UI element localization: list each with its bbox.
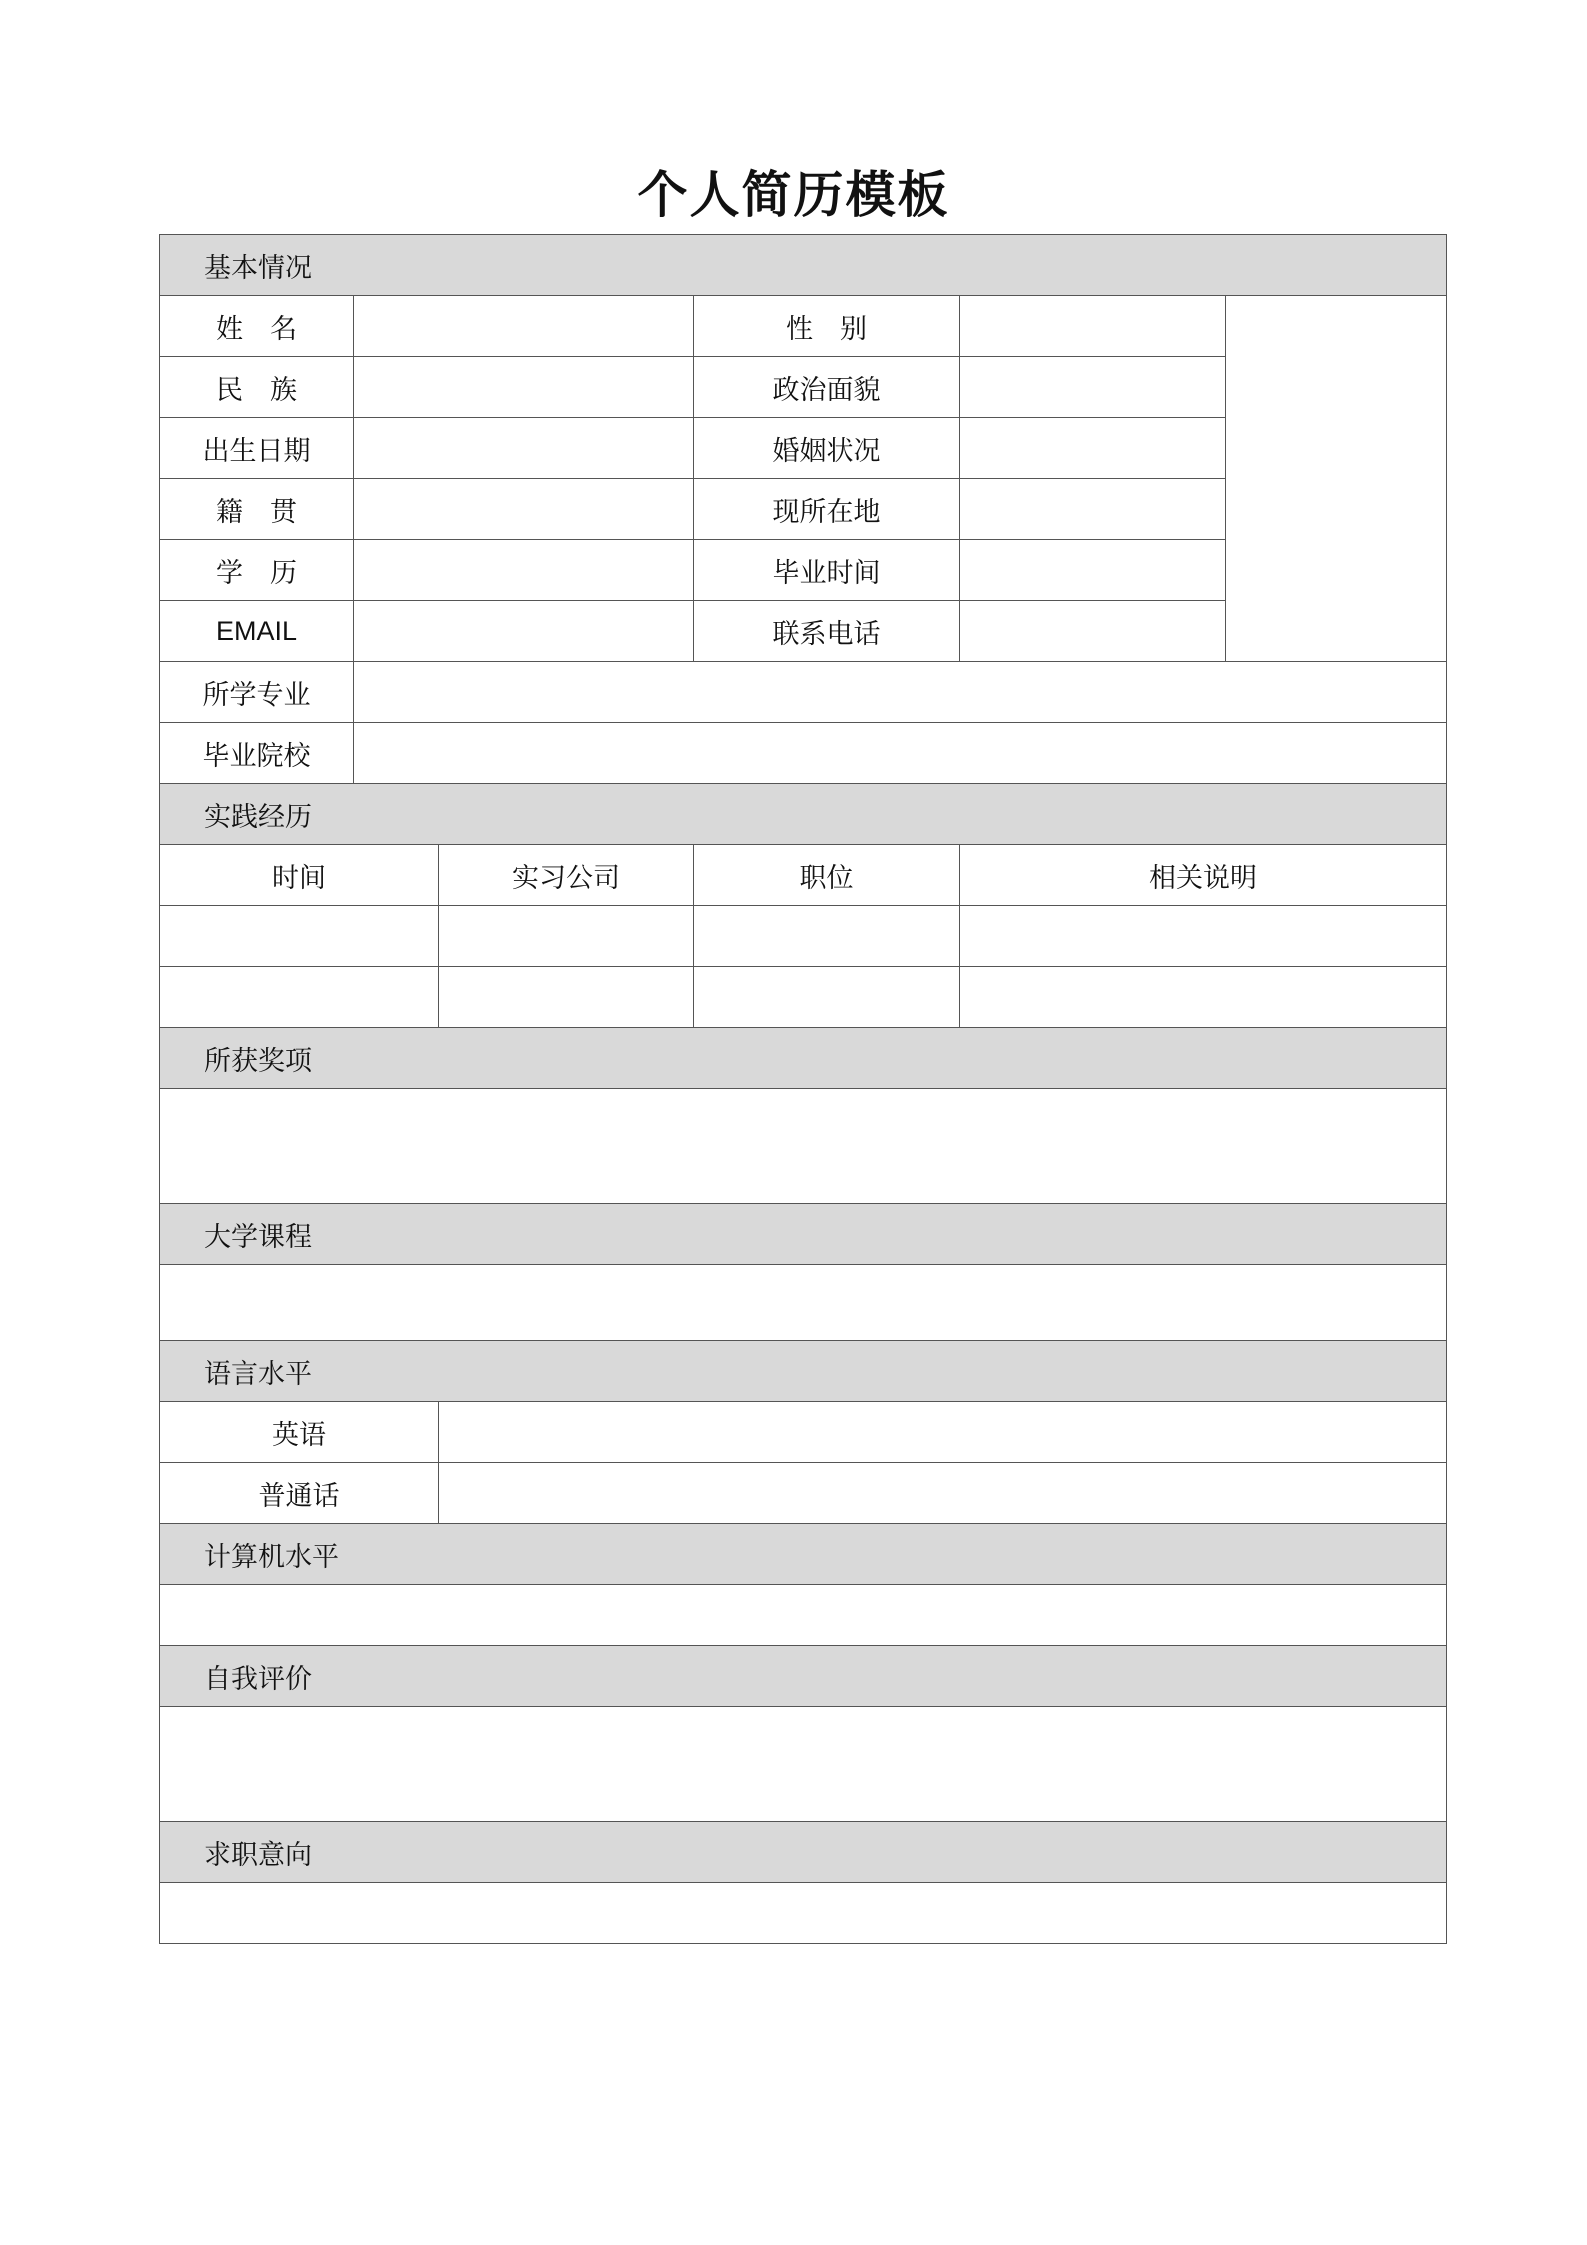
school-field[interactable] [354, 723, 1447, 784]
section-intent: 求职意向 [160, 1822, 1447, 1883]
computer-field[interactable] [160, 1585, 1447, 1646]
label-major: 所学专业 [160, 662, 354, 723]
label-native: 籍 贯 [160, 479, 354, 540]
practice-cell[interactable] [960, 967, 1447, 1028]
phone-field[interactable] [960, 601, 1226, 662]
practice-cell[interactable] [694, 967, 960, 1028]
practice-header-time: 时间 [160, 845, 439, 906]
practice-cell[interactable] [439, 906, 694, 967]
birth-field[interactable] [354, 418, 694, 479]
section-awards: 所获奖项 [160, 1028, 1447, 1089]
practice-cell[interactable] [439, 967, 694, 1028]
section-computer: 计算机水平 [160, 1524, 1447, 1585]
email-field[interactable] [354, 601, 694, 662]
political-field[interactable] [960, 357, 1226, 418]
practice-header-company: 实习公司 [439, 845, 694, 906]
label-location: 现所在地 [694, 479, 960, 540]
label-ethnicity: 民 族 [160, 357, 354, 418]
photo-area[interactable] [1226, 296, 1447, 662]
native-field[interactable] [354, 479, 694, 540]
practice-cell[interactable] [960, 906, 1447, 967]
practice-cell[interactable] [160, 906, 439, 967]
label-education: 学 历 [160, 540, 354, 601]
label-gender: 性 别 [694, 296, 960, 357]
name-field[interactable] [354, 296, 694, 357]
label-english: 英语 [160, 1402, 439, 1463]
section-language: 语言水平 [160, 1341, 1447, 1402]
intent-field[interactable] [160, 1883, 1447, 1944]
resume-table [159, 234, 1447, 1944]
grad-time-field[interactable] [960, 540, 1226, 601]
practice-header-position: 职位 [694, 845, 960, 906]
gender-field[interactable] [960, 296, 1226, 357]
label-phone: 联系电话 [694, 601, 960, 662]
education-field[interactable] [354, 540, 694, 601]
label-grad-time: 毕业时间 [694, 540, 960, 601]
label-political: 政治面貌 [694, 357, 960, 418]
label-marital: 婚姻状况 [694, 418, 960, 479]
label-name: 姓 名 [160, 296, 354, 357]
label-mandarin: 普通话 [160, 1463, 439, 1524]
ethnicity-field[interactable] [354, 357, 694, 418]
practice-cell[interactable] [160, 967, 439, 1028]
practice-header-notes: 相关说明 [960, 845, 1447, 906]
location-field[interactable] [960, 479, 1226, 540]
marital-field[interactable] [960, 418, 1226, 479]
section-basic: 基本情况 [160, 235, 1447, 296]
label-school: 毕业院校 [160, 723, 354, 784]
practice-cell[interactable] [694, 906, 960, 967]
courses-field[interactable] [160, 1265, 1447, 1341]
mandarin-field[interactable] [439, 1463, 1447, 1524]
awards-field[interactable] [160, 1089, 1447, 1204]
section-self: 自我评价 [160, 1646, 1447, 1707]
label-email: EMAIL [160, 601, 354, 662]
label-birth: 出生日期 [160, 418, 354, 479]
self-field[interactable] [160, 1707, 1447, 1822]
page-title: 个人简历模板 [637, 165, 950, 224]
major-field[interactable] [354, 662, 1447, 723]
section-courses: 大学课程 [160, 1204, 1447, 1265]
section-practice: 实践经历 [160, 784, 1447, 845]
english-field[interactable] [439, 1402, 1447, 1463]
